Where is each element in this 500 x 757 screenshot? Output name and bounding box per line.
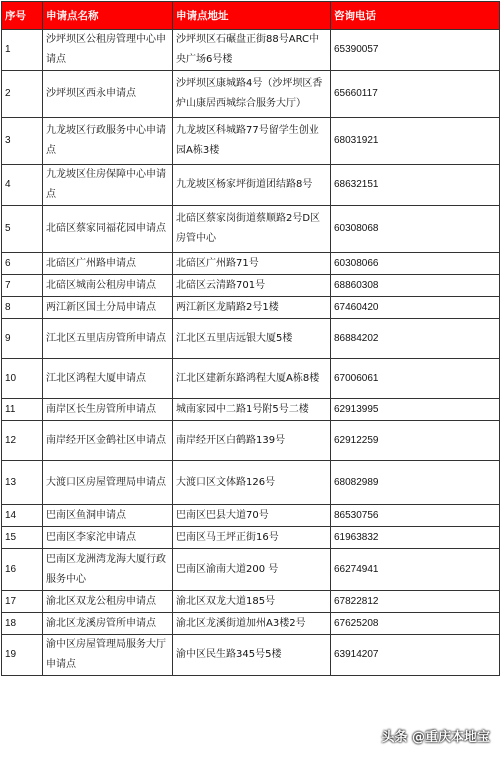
cell-address: 渝中区民生路345号5楼 xyxy=(173,635,331,676)
header-no: 序号 xyxy=(2,2,43,30)
cell-no: 15 xyxy=(2,527,43,549)
table-row xyxy=(2,399,500,421)
cell-name: 巴南区李家沱申请点 xyxy=(43,527,173,549)
cell-name: 沙坪坝区西永申请点 xyxy=(43,71,173,118)
cell-address: 北碚区云清路701号 xyxy=(173,275,331,297)
cell-no: 8 xyxy=(2,297,43,319)
cell-phone: 67460420 xyxy=(331,297,500,319)
cell-name: 北碚区城南公租房申请点 xyxy=(43,275,173,297)
cell-phone: 65660117 xyxy=(331,71,500,118)
cell-address: 渝北区龙溪街道加州A3楼2号 xyxy=(173,613,331,635)
cell-phone: 63914207 xyxy=(331,635,500,676)
table-row xyxy=(2,30,500,71)
cell-no: 3 xyxy=(2,118,43,165)
cell-address: 两江新区龙睛路2号1楼 xyxy=(173,297,331,319)
watermark: 头条 @重庆本地宝 xyxy=(381,730,490,745)
cell-no: 1 xyxy=(2,30,43,71)
table-header-row xyxy=(2,2,500,30)
cell-address: 南岸经开区白鹤路139号 xyxy=(173,421,331,461)
table-row xyxy=(2,635,500,676)
cell-address: 北碚区蔡家岗街道蔡顺路2号D区房管中心 xyxy=(173,206,331,253)
cell-name: 南岸区长生房管所申请点 xyxy=(43,399,173,421)
cell-phone: 62913995 xyxy=(331,399,500,421)
table-row xyxy=(2,591,500,613)
cell-name: 巴南区鱼洞申请点 xyxy=(43,505,173,527)
table-row xyxy=(2,461,500,505)
cell-no: 5 xyxy=(2,206,43,253)
cell-no: 12 xyxy=(2,421,43,461)
cell-no: 18 xyxy=(2,613,43,635)
table-row xyxy=(2,359,500,399)
cell-name: 江北区五里店房管所申请点 xyxy=(43,319,173,359)
cell-address: 九龙坡区杨家坪街道团结路8号 xyxy=(173,165,331,206)
cell-address: 大渡口区文体路126号 xyxy=(173,461,331,505)
cell-address: 江北区五里店远银大厦5楼 xyxy=(173,319,331,359)
cell-address: 渝北区双龙大道185号 xyxy=(173,591,331,613)
cell-phone: 68031921 xyxy=(331,118,500,165)
table-row xyxy=(2,319,500,359)
application-points-table xyxy=(1,1,500,676)
cell-phone: 65390057 xyxy=(331,30,500,71)
table-row xyxy=(2,165,500,206)
cell-name: 渝中区房屋管理局服务大厅申请点 xyxy=(43,635,173,676)
table-row xyxy=(2,613,500,635)
cell-phone: 68082989 xyxy=(331,461,500,505)
cell-name: 渝北区龙溪房管所申请点 xyxy=(43,613,173,635)
cell-address: 巴南区渝南大道200 号 xyxy=(173,549,331,591)
cell-no: 13 xyxy=(2,461,43,505)
header-name: 申请点名称 xyxy=(43,2,173,30)
cell-name: 大渡口区房屋管理局申请点 xyxy=(43,461,173,505)
table-row xyxy=(2,275,500,297)
cell-no: 17 xyxy=(2,591,43,613)
cell-phone: 68632151 xyxy=(331,165,500,206)
cell-phone: 68860308 xyxy=(331,275,500,297)
table-row xyxy=(2,118,500,165)
cell-phone: 60308066 xyxy=(331,253,500,275)
cell-name: 沙坪坝区公租房管理中心申请点 xyxy=(43,30,173,71)
table-row xyxy=(2,505,500,527)
cell-name: 九龙坡区住房保障中心申请点 xyxy=(43,165,173,206)
table-row xyxy=(2,71,500,118)
cell-name: 北碚区广州路申请点 xyxy=(43,253,173,275)
cell-name: 北碚区蔡家同福花园申请点 xyxy=(43,206,173,253)
cell-no: 11 xyxy=(2,399,43,421)
cell-address: 沙坪坝区康城路4号（沙坪坝区香炉山康居西城综合服务大厅） xyxy=(173,71,331,118)
cell-no: 4 xyxy=(2,165,43,206)
header-address: 申请点地址 xyxy=(173,2,331,30)
cell-address: 江北区建新东路鸿程大厦A栋8楼 xyxy=(173,359,331,399)
table-row xyxy=(2,549,500,591)
cell-address: 北碚区广州路71号 xyxy=(173,253,331,275)
cell-no: 6 xyxy=(2,253,43,275)
cell-phone: 67822812 xyxy=(331,591,500,613)
cell-name: 渝北区双龙公租房申请点 xyxy=(43,591,173,613)
cell-no: 14 xyxy=(2,505,43,527)
cell-name: 巴南区龙洲湾龙海大厦行政服务中心 xyxy=(43,549,173,591)
table-row xyxy=(2,206,500,253)
cell-phone: 86884202 xyxy=(331,319,500,359)
cell-no: 7 xyxy=(2,275,43,297)
cell-no: 10 xyxy=(2,359,43,399)
cell-address: 沙坪坝区石碾盘正街88号ARC中央广场6号楼 xyxy=(173,30,331,71)
table-row xyxy=(2,297,500,319)
cell-address: 城南家园中二路1号附5号二楼 xyxy=(173,399,331,421)
cell-name: 九龙坡区行政服务中心申请点 xyxy=(43,118,173,165)
cell-no: 16 xyxy=(2,549,43,591)
cell-phone: 67625208 xyxy=(331,613,500,635)
cell-phone: 62912259 xyxy=(331,421,500,461)
table-row xyxy=(2,527,500,549)
cell-no: 9 xyxy=(2,319,43,359)
header-phone: 咨询电话 xyxy=(331,2,500,30)
cell-address: 巴南区马王坪正街16号 xyxy=(173,527,331,549)
cell-name: 江北区鸿程大厦申请点 xyxy=(43,359,173,399)
table-row xyxy=(2,421,500,461)
cell-phone: 61963832 xyxy=(331,527,500,549)
cell-address: 巴南区巴县大道70号 xyxy=(173,505,331,527)
cell-address: 九龙坡区科城路77号留学生创业园A栋3楼 xyxy=(173,118,331,165)
cell-name: 两江新区国土分局申请点 xyxy=(43,297,173,319)
cell-phone: 60308068 xyxy=(331,206,500,253)
table-row xyxy=(2,253,500,275)
cell-no: 2 xyxy=(2,71,43,118)
cell-no: 19 xyxy=(2,635,43,676)
cell-phone: 86530756 xyxy=(331,505,500,527)
cell-phone: 67006061 xyxy=(331,359,500,399)
cell-name: 南岸经开区金鹤社区申请点 xyxy=(43,421,173,461)
cell-phone: 66274941 xyxy=(331,549,500,591)
